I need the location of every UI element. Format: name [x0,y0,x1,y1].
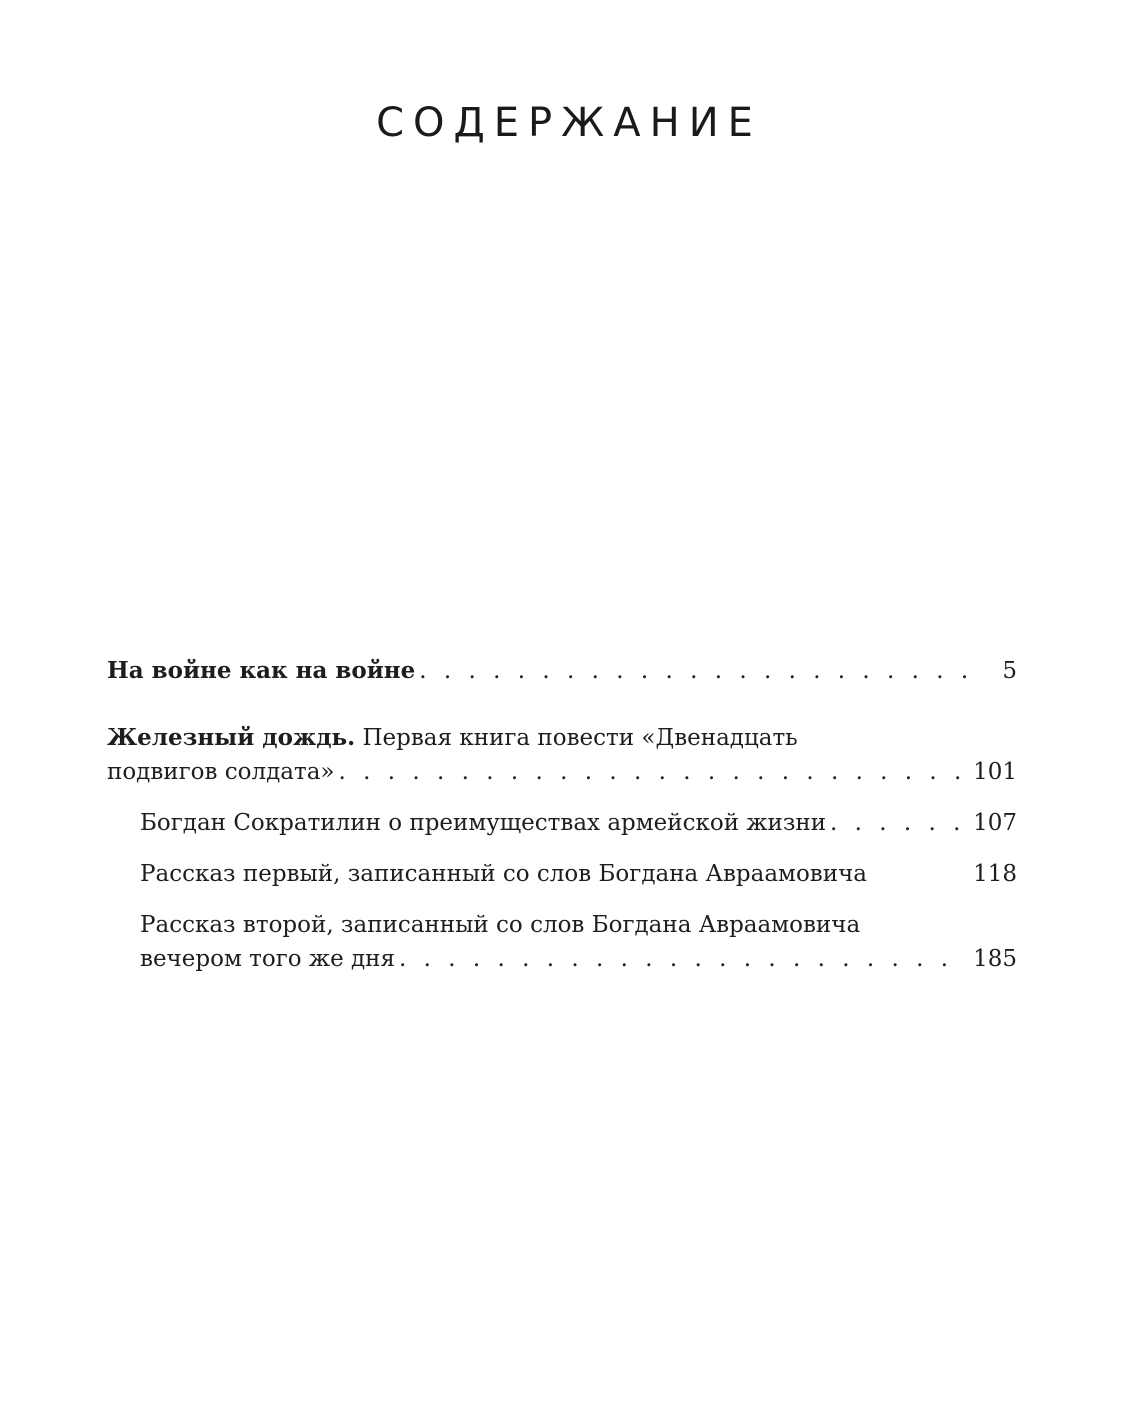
table-of-contents [107,654,1017,976]
toc-entry-title: На войне как на войне [107,657,416,684]
toc-entry-title: Богдан Сократилин о преимуществах армейской жизни [140,810,827,836]
toc-entry-rasskaz-perviy [107,857,1017,891]
dot-leader [399,942,967,976]
toc-entry-line [140,857,1017,891]
toc-page-number: 101 [973,759,1017,785]
toc-entry-na-voyne [107,654,1017,688]
toc-entry-rasskaz-vtoroy [107,908,1017,976]
toc-entry-title: Рассказ первый, записанный со слов Богдана Авраамовича [140,861,867,887]
toc-entry-zhelezny-dozhd [107,721,1017,789]
toc-entry-title-line1: Рассказ второй, записанный со слов Богдана Авраамовича [140,912,861,938]
toc-page-number: 118 [973,861,1017,887]
toc-entry-line [140,806,1017,840]
dot-leader [339,755,968,789]
toc-entry-sokratilin [107,806,1017,840]
toc-entry-title-line2: подвигов солдата» [107,759,335,785]
toc-page-number: 5 [1002,658,1017,684]
dot-leader [830,806,967,840]
toc-entry-title-line2: вечером того же дня [140,946,396,972]
toc-entry-title-line1 [107,721,798,755]
toc-page-number: 185 [973,946,1017,972]
toc-page-number: 107 [973,810,1017,836]
toc-entry-line [107,654,1017,688]
toc-entry-title-bold: Железный дождь. [107,724,356,751]
dot-leader [419,654,971,688]
toc-entry-line [140,942,1017,976]
toc-entry-line [107,755,1017,789]
toc-entry-line [107,721,1017,755]
toc-entry-line [140,908,1017,942]
page-title: СОДЕРЖАНИЕ [376,100,762,146]
toc-entry-title-rest: Первая книга повести «Двенадцать [362,725,798,751]
